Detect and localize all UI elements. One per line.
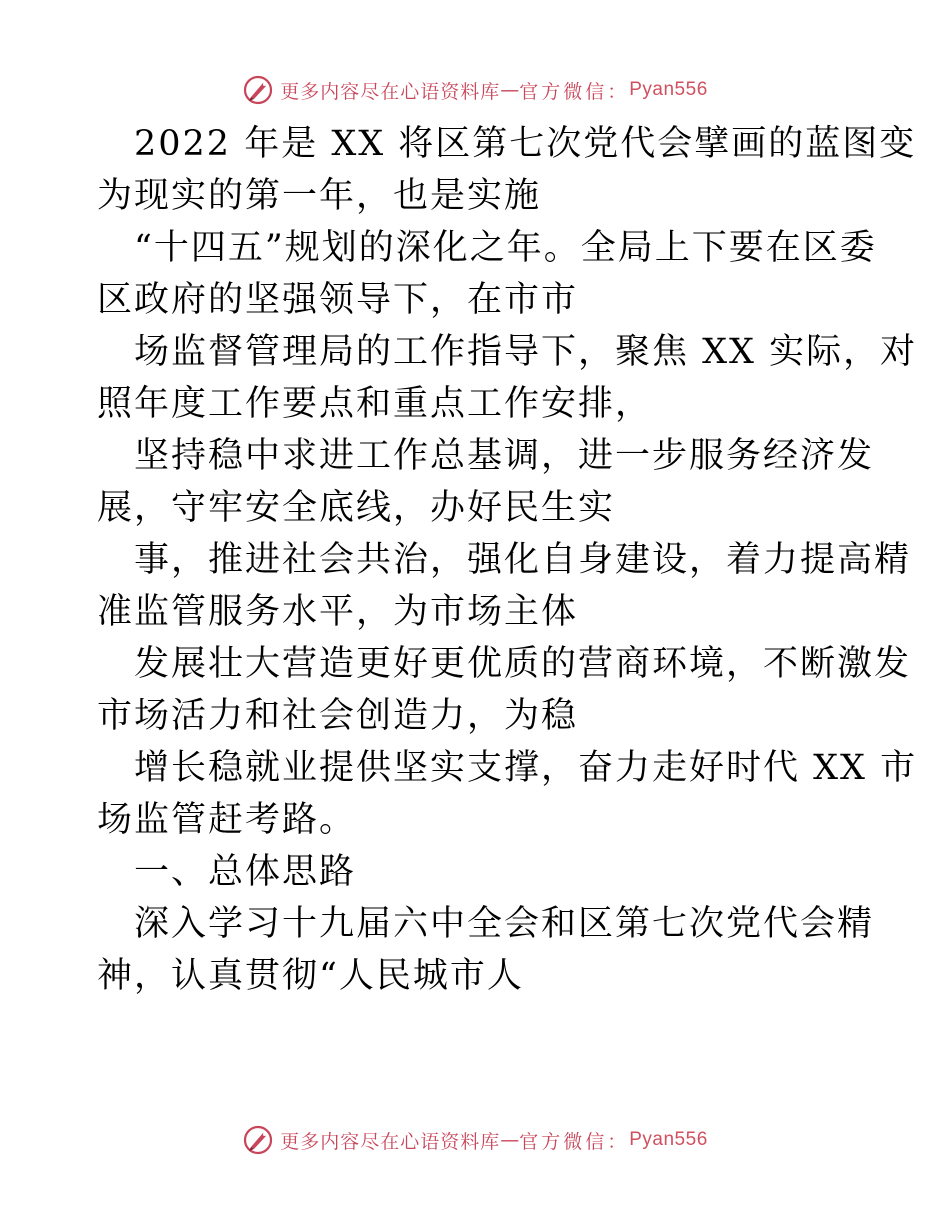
section-heading: 一、总体思路 xyxy=(134,852,357,892)
body-line: 场监管赶考路。 xyxy=(97,800,357,840)
pen-logo-icon xyxy=(242,74,274,106)
banner-main-text: 更多内容尽在心语资料库 xyxy=(280,80,501,103)
pen-logo-icon xyxy=(242,1124,274,1156)
body-line: 场监督管理局的工作指导下，聚焦 XX 实际，对 xyxy=(134,332,918,372)
body-text xyxy=(97,118,918,1002)
banner-wechat-id: Pyan556 xyxy=(629,79,708,100)
footer-banner xyxy=(0,1120,950,1160)
body-line: “十四五”规划的深化之年。全局上下要在区委 xyxy=(134,228,877,268)
banner-wechat-label: 官方微信： xyxy=(519,1130,630,1153)
body-line: 市场活力和社会创造力，为稳 xyxy=(97,696,579,736)
banner-dash: — xyxy=(500,79,520,101)
body-line: 为现实的第一年，也是实施 xyxy=(97,176,542,216)
body-line: 区政府的坚强领导下，在市市 xyxy=(97,280,579,320)
banner-dash: — xyxy=(500,1129,520,1151)
banner-wechat-id: Pyan556 xyxy=(629,1129,708,1150)
body-line: 准监管服务水平，为市场主体 xyxy=(97,592,579,632)
banner-wechat-label: 官方微信： xyxy=(519,80,630,103)
body-line: 事，推进社会共治，强化自身建设，着力提高精 xyxy=(134,540,912,580)
body-line: 2022 年是 XX 将区第七次党代会擘画的蓝图变 xyxy=(134,124,917,164)
body-line: 深入学习十九届六中全会和区第七次党代会精 xyxy=(134,904,875,944)
header-banner xyxy=(0,70,950,110)
body-line: 神，认真贯彻“人民城市人 xyxy=(97,956,524,996)
body-line: 坚持稳中求进工作总基调，进一步服务经济发 xyxy=(134,436,875,476)
body-line: 发展壮大营造更好更优质的营商环境，不断激发 xyxy=(134,644,912,684)
body-line: 增长稳就业提供坚实支撑，奋力走好时代 XX 市 xyxy=(134,748,918,788)
body-line: 展，守牢安全底线，办好民生实 xyxy=(97,488,616,528)
body-line: 照年度工作要点和重点工作安排， xyxy=(97,384,653,424)
banner-main-text: 更多内容尽在心语资料库 xyxy=(280,1130,501,1153)
